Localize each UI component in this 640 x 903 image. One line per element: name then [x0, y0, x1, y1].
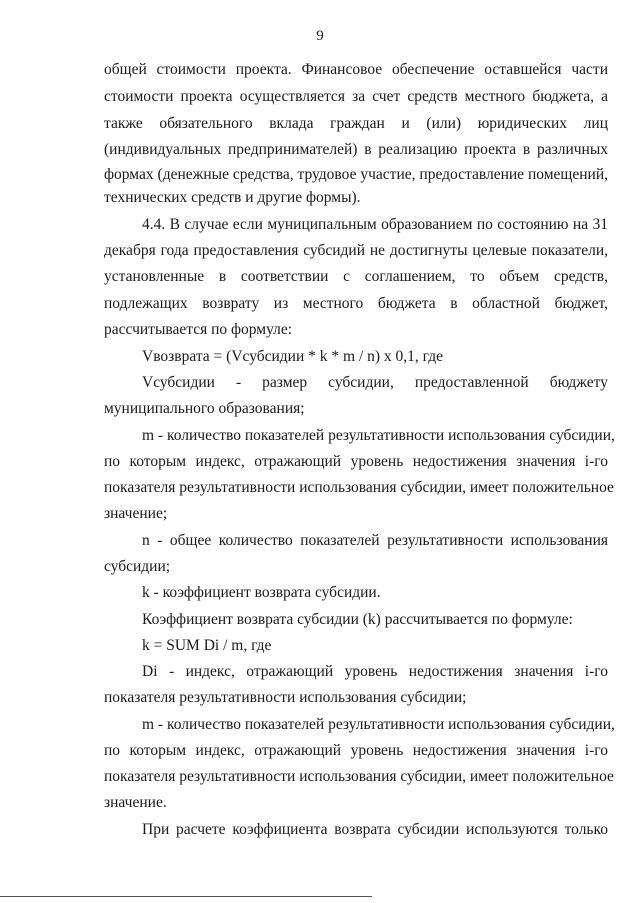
formula-line: k = SUM Di / m, где [142, 637, 272, 654]
formula-line: Vвозврата = (Vсубсидии * k * m / n) x 0,1, где [142, 348, 444, 365]
text-line: Di - индекс, отражающий уровень недостижения значения i-го [142, 663, 608, 680]
footer-rule [0, 896, 372, 897]
text-line: При расчете коэффициента возврата субсидии используются только [142, 821, 608, 838]
text-line: по которым индекс, отражающий уровень недостижения значения i-го [104, 453, 608, 470]
text-line: муниципального образования; [104, 400, 305, 417]
text-line: общей стоимости проекта. Финансовое обеспечение оставшейся части [104, 61, 608, 78]
text-line: формах (денежные средства, трудовое участие, предоставление помещений, [104, 166, 608, 183]
page-number: 9 [316, 28, 324, 44]
text-line: значение. [104, 794, 167, 811]
text-line: Vсубсидии - размер субсидии, предоставленной бюджету [142, 374, 608, 391]
text-line: по которым индекс, отражающий уровень недостижения значения i-го [104, 742, 608, 759]
text-line: (индивидуальных предпринимателей) в реализацию проекта в различных [104, 141, 608, 158]
text-line: n - общее количество показателей результативности использования [142, 532, 608, 549]
text-line: подлежащих возврату из местного бюджета в областной бюджет, [104, 295, 608, 312]
text-line: установленные в соответствии с соглашением, то объем средств, [104, 268, 608, 285]
text-line: m - количество показателей результативности использования субсидии, [142, 716, 615, 733]
text-line: субсидии; [104, 558, 171, 575]
text-line: показателя результативности использования субсидии, имеет положительное [104, 479, 614, 496]
text-line: технических средств и другие формы). [104, 189, 361, 206]
text-line: k - коэффициент возврата субсидии. [142, 584, 381, 601]
text-line: также обязательного вклада граждан и (или) юридических лиц [104, 115, 608, 132]
text-line: показателя результативности использования субсидии, имеет положительное [104, 768, 614, 785]
text-line: рассчитывается по формуле: [104, 321, 293, 338]
text-line: декабря года предоставления субсидий не достигнуты целевые показатели, [104, 242, 608, 259]
text-line: стоимости проекта осуществляется за счет средств местного бюджета, а [104, 88, 608, 105]
text-line: m - количество показателей результативности использования субсидии, [142, 427, 615, 444]
text-line: Коэффициент возврата субсидии (k) рассчитывается по формуле: [142, 611, 573, 628]
text-line: показателя результативности использования субсидии; [104, 689, 467, 706]
text-line: 4.4. В случае если муниципальным образованием по состоянию на 31 [142, 216, 608, 233]
text-line: значение; [104, 505, 168, 522]
